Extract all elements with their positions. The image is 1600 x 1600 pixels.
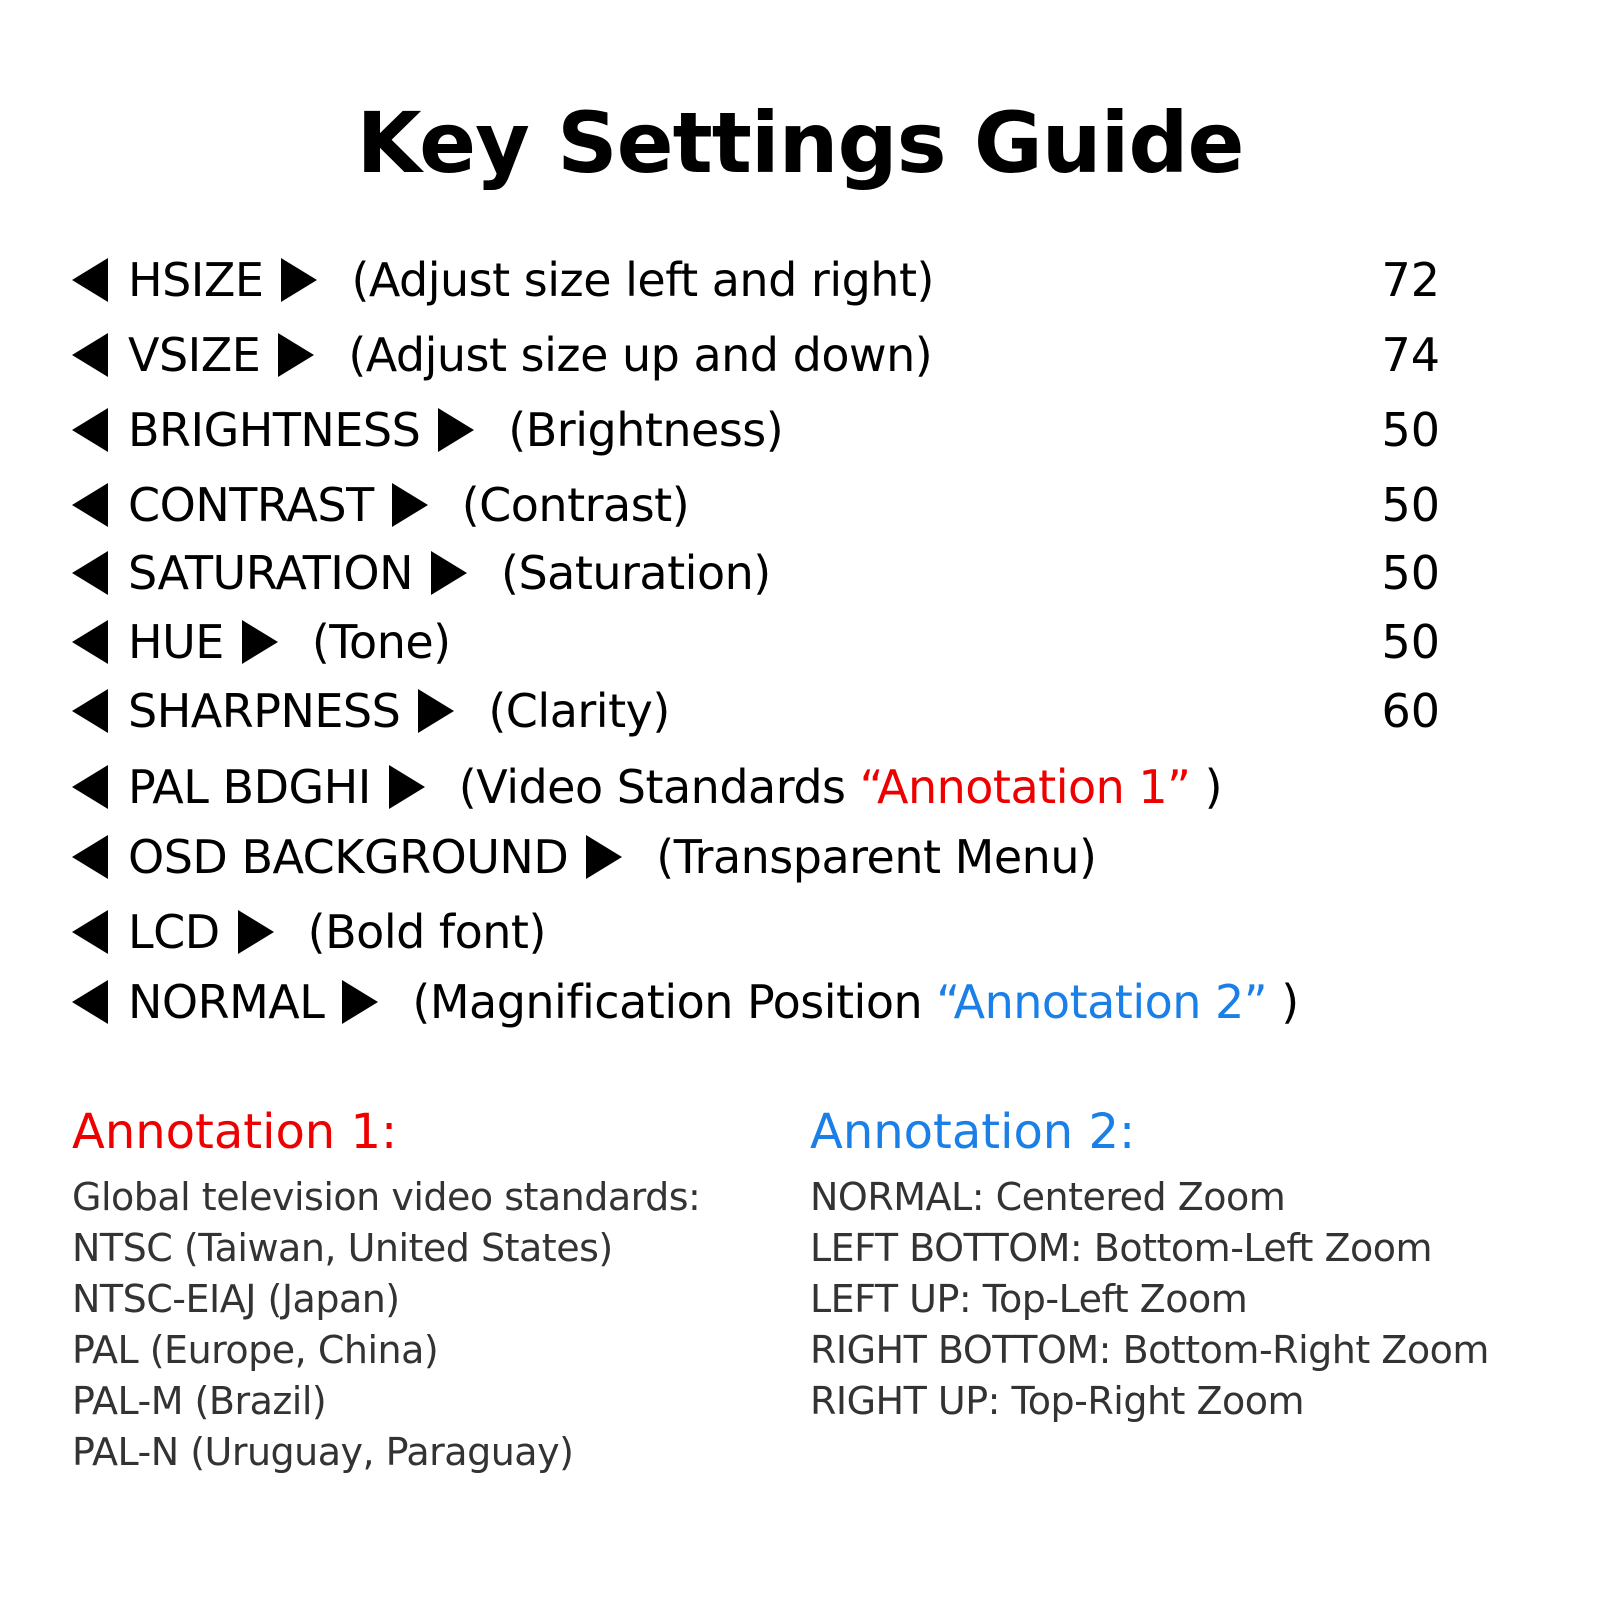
- triangle-left-icon[interactable]: [72, 258, 108, 302]
- annotation-1-line: PAL-M (Brazil): [72, 1379, 327, 1423]
- triangle-right-icon[interactable]: [278, 333, 314, 377]
- description-suffix: ): [1190, 760, 1223, 814]
- annotation-1-line: NTSC (Taiwan, United States): [72, 1226, 613, 1270]
- triangle-left-icon[interactable]: [72, 689, 108, 733]
- triangle-right-icon[interactable]: [342, 980, 378, 1024]
- triangle-right-icon[interactable]: [281, 258, 317, 302]
- setting-name: SATURATION: [128, 546, 413, 600]
- setting-description: (Saturation): [501, 546, 771, 600]
- setting-row-contrast: [72, 469, 1492, 541]
- settings-list: [72, 244, 1492, 1038]
- setting-row-vsize: [72, 319, 1492, 391]
- setting-value: 50: [1381, 615, 1440, 669]
- setting-description: (Brightness): [508, 403, 784, 457]
- setting-description: (Tone): [311, 615, 451, 669]
- annotation-2-heading: Annotation 2:: [810, 1104, 1136, 1160]
- triangle-left-icon[interactable]: [72, 835, 108, 879]
- setting-row-lcd: [72, 896, 1492, 968]
- annotation-2-line: RIGHT UP: Top-Right Zoom: [810, 1379, 1305, 1423]
- setting-name: SHARPNESS: [128, 684, 401, 738]
- setting-name: OSD BACKGROUND: [128, 830, 569, 884]
- setting-value: 60: [1381, 684, 1440, 738]
- setting-name: BRIGHTNESS: [128, 403, 421, 457]
- annotation-2-line: RIGHT BOTTOM: Bottom-Right Zoom: [810, 1328, 1489, 1372]
- setting-name: VSIZE: [128, 328, 261, 382]
- triangle-left-icon[interactable]: [72, 980, 108, 1024]
- triangle-left-icon[interactable]: [72, 551, 108, 595]
- setting-description: (Transparent Menu): [656, 830, 1097, 884]
- triangle-right-icon[interactable]: [242, 620, 278, 664]
- description-suffix: ): [1267, 975, 1299, 1029]
- setting-description: (Clarity): [488, 684, 670, 738]
- setting-row-saturation: [72, 537, 1492, 609]
- description-prefix: (Magnification Position: [412, 975, 937, 1029]
- annotation-1-reference: “Annotation 1”: [859, 760, 1191, 814]
- triangle-right-icon[interactable]: [418, 689, 454, 733]
- setting-value: 50: [1381, 546, 1440, 600]
- triangle-left-icon[interactable]: [72, 408, 108, 452]
- annotation-2-line: LEFT UP: Top-Left Zoom: [810, 1277, 1248, 1321]
- triangle-right-icon[interactable]: [586, 835, 622, 879]
- annotation-1-block: [72, 1100, 792, 1478]
- setting-name: PAL BDGHI: [128, 760, 371, 814]
- annotation-1-line: NTSC-EIAJ (Japan): [72, 1277, 400, 1321]
- setting-value: 72: [1381, 253, 1440, 307]
- setting-row-hue: [72, 606, 1492, 678]
- annotation-1-line: PAL (Europe, China): [72, 1328, 439, 1372]
- triangle-left-icon[interactable]: [72, 333, 108, 377]
- setting-description: (Bold font): [307, 905, 546, 959]
- setting-row-sharpness: [72, 675, 1492, 747]
- triangle-right-icon[interactable]: [392, 483, 428, 527]
- page-title: Key Settings Guide: [356, 94, 1244, 192]
- triangle-right-icon[interactable]: [431, 551, 467, 595]
- annotation-1-line: PAL-N (Uruguay, Paraguay): [72, 1430, 574, 1474]
- annotation-2-line: NORMAL: Centered Zoom: [810, 1175, 1286, 1219]
- annotation-1-line: Global television video standards:: [72, 1175, 701, 1219]
- annotation-1-heading: Annotation 1:: [72, 1104, 398, 1160]
- annotation-2-block: [810, 1100, 1570, 1427]
- setting-description: (Adjust size up and down): [348, 328, 933, 382]
- setting-value: 50: [1381, 478, 1440, 532]
- setting-name: HUE: [128, 615, 224, 669]
- triangle-left-icon[interactable]: [72, 620, 108, 664]
- annotation-2-reference: “Annotation 2”: [936, 975, 1268, 1029]
- triangle-right-icon[interactable]: [389, 765, 425, 809]
- setting-row-normal: [72, 966, 1492, 1038]
- setting-value: 50: [1381, 403, 1440, 457]
- triangle-left-icon[interactable]: [72, 910, 108, 954]
- setting-description: (Adjust size left and right): [351, 253, 934, 307]
- setting-row-pal-bdghi: [72, 751, 1492, 823]
- triangle-left-icon[interactable]: [72, 483, 108, 527]
- description-prefix: (Video Standards: [458, 760, 860, 814]
- setting-name: HSIZE: [128, 253, 264, 307]
- triangle-right-icon[interactable]: [238, 910, 274, 954]
- setting-description: [412, 975, 1298, 1029]
- setting-description: (Contrast): [461, 478, 690, 532]
- setting-name: LCD: [128, 905, 220, 959]
- setting-value: 74: [1381, 328, 1440, 382]
- setting-description: [459, 760, 1222, 814]
- setting-name: CONTRAST: [128, 478, 374, 532]
- setting-name: NORMAL: [128, 975, 325, 1029]
- triangle-left-icon[interactable]: [72, 765, 108, 809]
- setting-row-hsize: [72, 244, 1492, 316]
- setting-row-osd-background: [72, 821, 1492, 893]
- setting-row-brightness: [72, 394, 1492, 466]
- annotation-2-line: LEFT BOTTOM: Bottom-Left Zoom: [810, 1226, 1433, 1270]
- triangle-right-icon[interactable]: [438, 408, 474, 452]
